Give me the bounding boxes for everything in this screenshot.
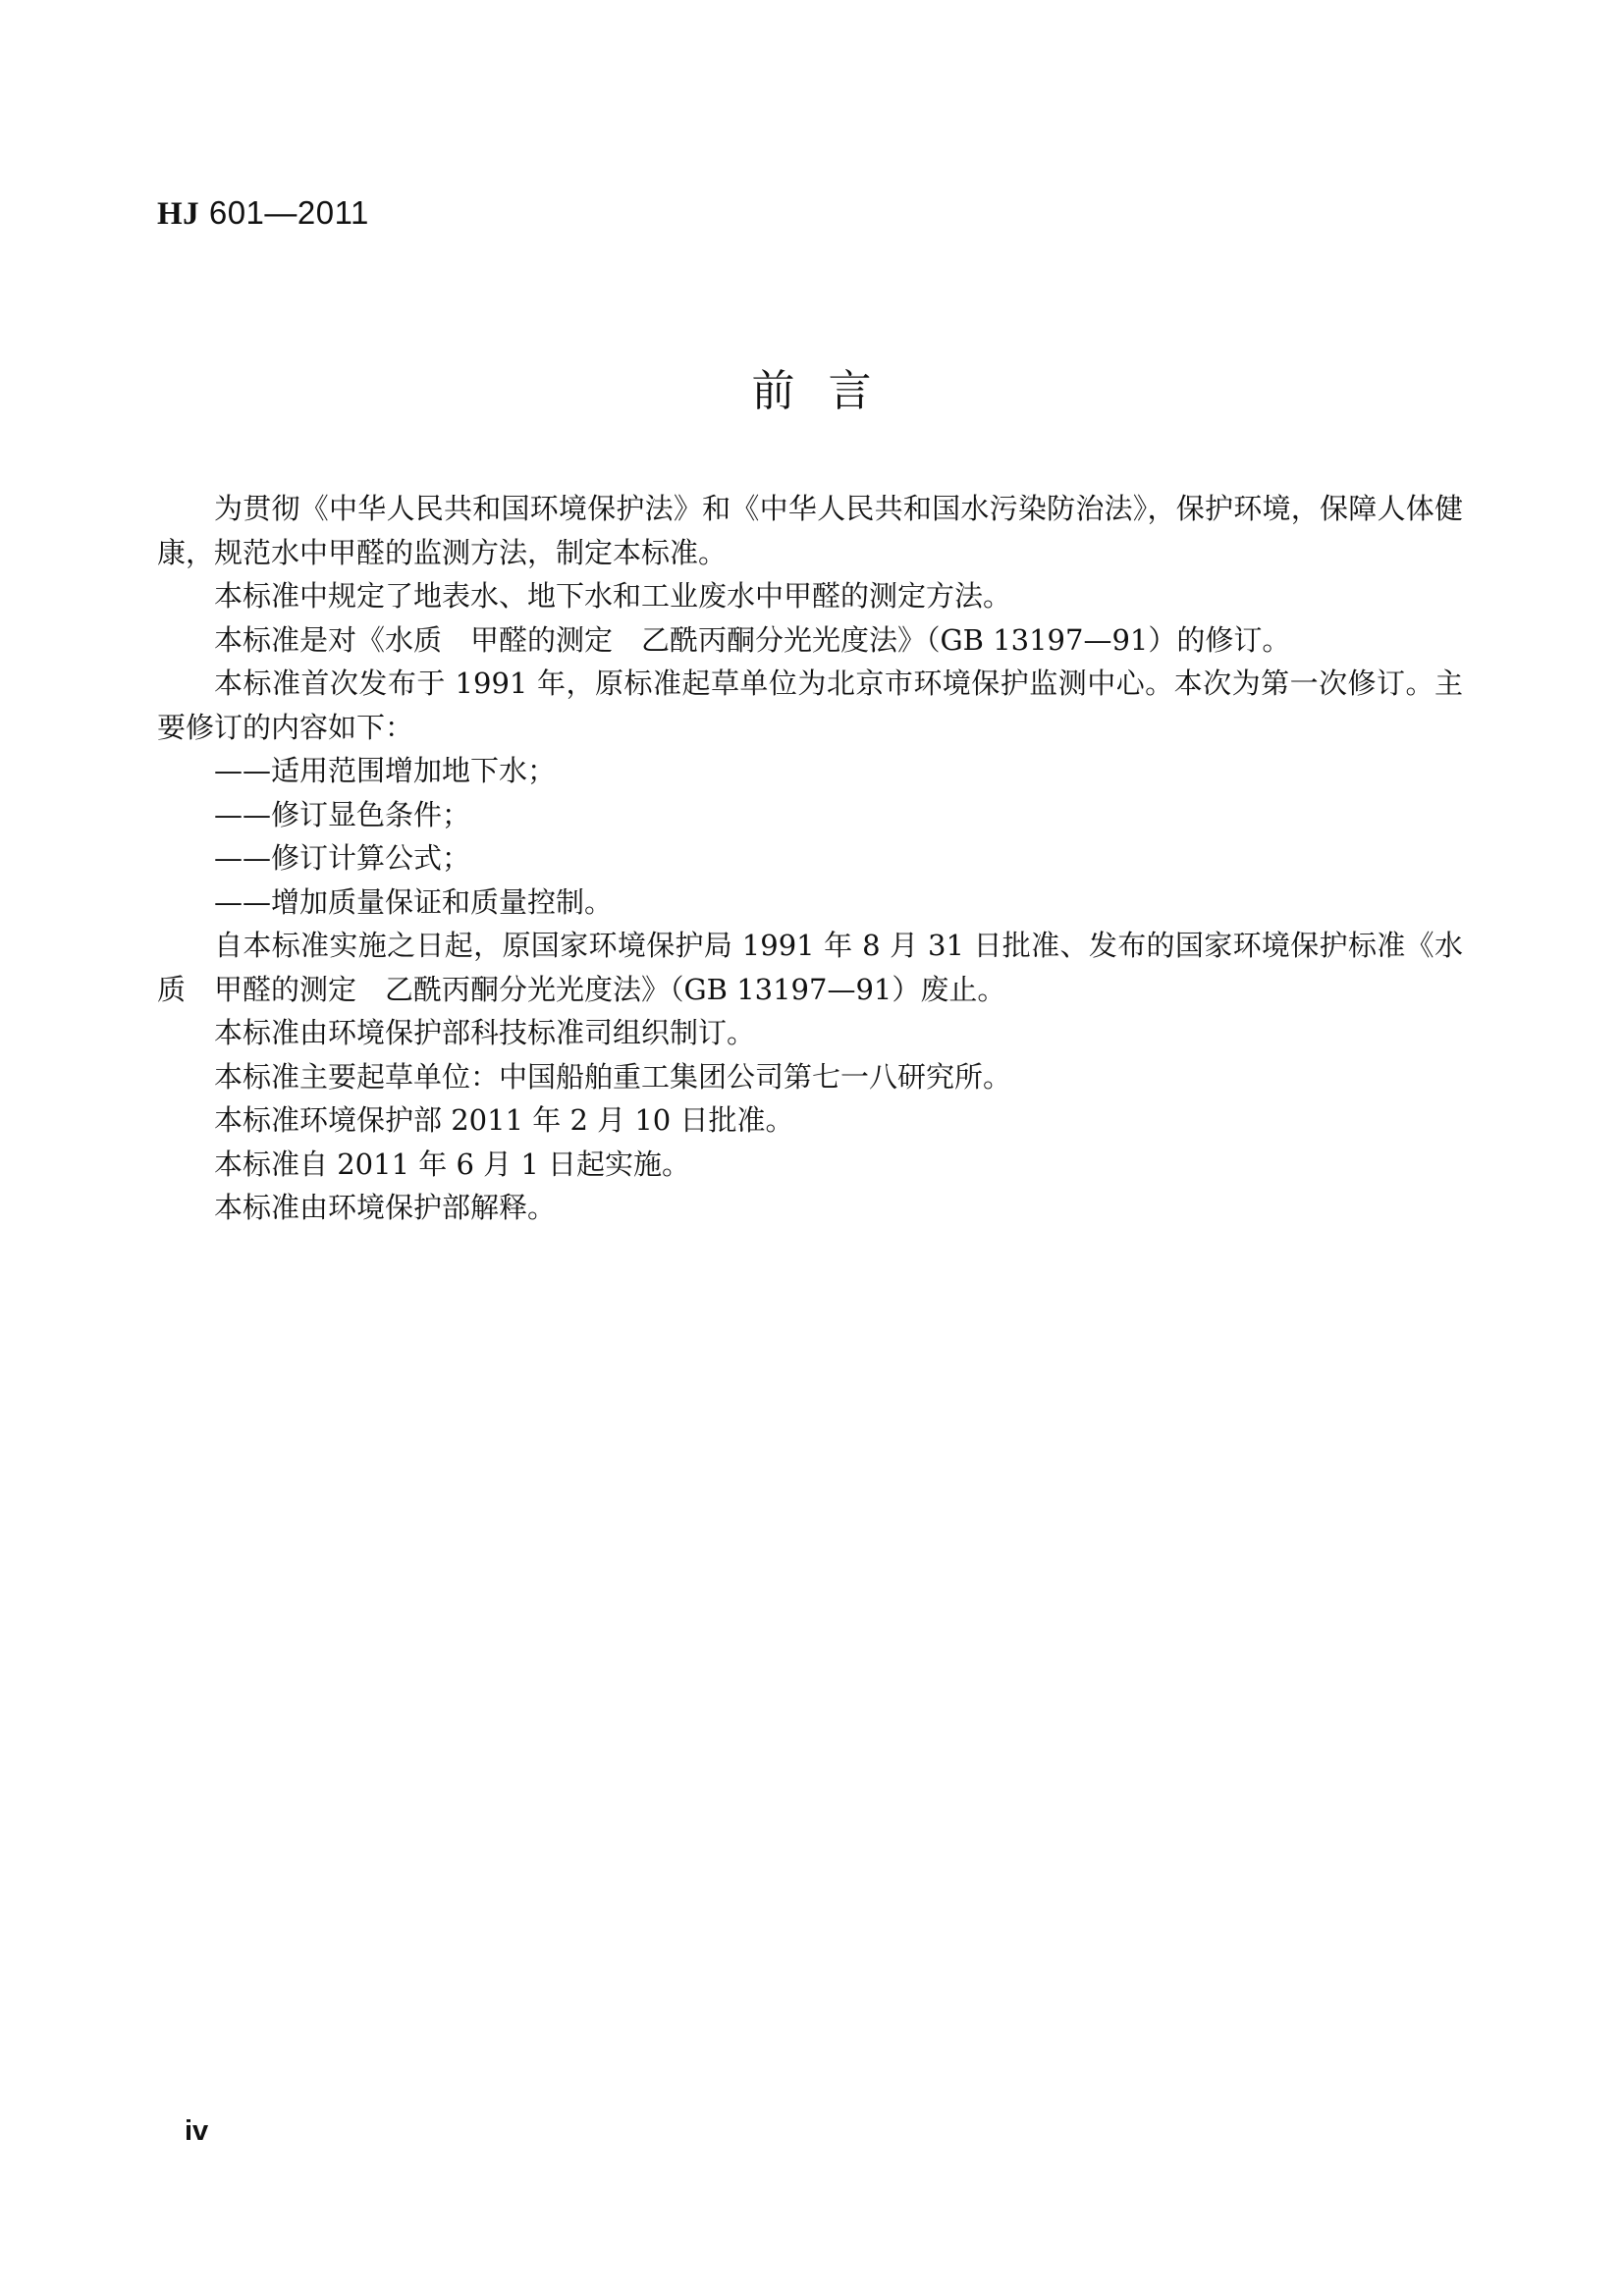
revision-item: ——增加质量保证和质量控制。 bbox=[214, 884, 614, 919]
paragraph-interpretation: 本标准由环境保护部解释。 bbox=[214, 1191, 557, 1224]
paragraph-purpose: 为贯彻《中华人民共和国环境保护法》和《中华人民共和国水污染防治法》，保护环境，保障人体健康，规范水中甲醛的监测方法，制定本标准。 bbox=[157, 492, 1463, 569]
paragraph-revision-of: 本标准是对《水质 甲醛的测定 乙酰丙酮分光光度法》（GB 13197—91）的修订。 bbox=[214, 622, 1291, 657]
paragraph-history: 本标准首次发布于 1991 年，原标准起草单位为北京市环境保护监测中心。本次为第一次修订。主要修订的内容如下： bbox=[157, 667, 1463, 744]
paragraph-scope: 本标准中规定了地表水、地下水和工业废水中甲醛的测定方法。 bbox=[214, 579, 1012, 613]
document-header bbox=[157, 194, 369, 233]
revision-item: ——修订计算公式； bbox=[214, 841, 471, 875]
revision-item: ——修订显色条件； bbox=[214, 797, 471, 831]
standard-code: HJ bbox=[157, 196, 200, 232]
paragraph-abolition: 自本标准实施之日起，原国家环境保护局 1991 年 8 月 31 日批准、发布的国家环境保护标准《水质 甲醛的测定 乙酰丙酮分光光度法》（GB 13197—91）废止。 bbox=[157, 929, 1463, 1006]
paragraph-effective-date: 本标准自 2011 年 6 月 1 日起实施。 bbox=[214, 1147, 691, 1181]
paragraph-drafter: 本标准主要起草单位：中国船舶重工集团公司第七一八研究所。 bbox=[214, 1059, 1012, 1094]
foreword-body bbox=[157, 487, 1463, 1230]
paragraph-approval-date: 本标准环境保护部 2011 年 2 月 10 日批准。 bbox=[214, 1103, 794, 1137]
page-number: iv bbox=[185, 2115, 209, 2147]
paragraph-organizer: 本标准由环境保护部科技标准司组织制订。 bbox=[214, 1016, 756, 1049]
standard-number: 601—2011 bbox=[199, 194, 369, 231]
page-title: 前言 bbox=[751, 366, 905, 416]
revision-item: ——适用范围增加地下水； bbox=[214, 754, 557, 787]
